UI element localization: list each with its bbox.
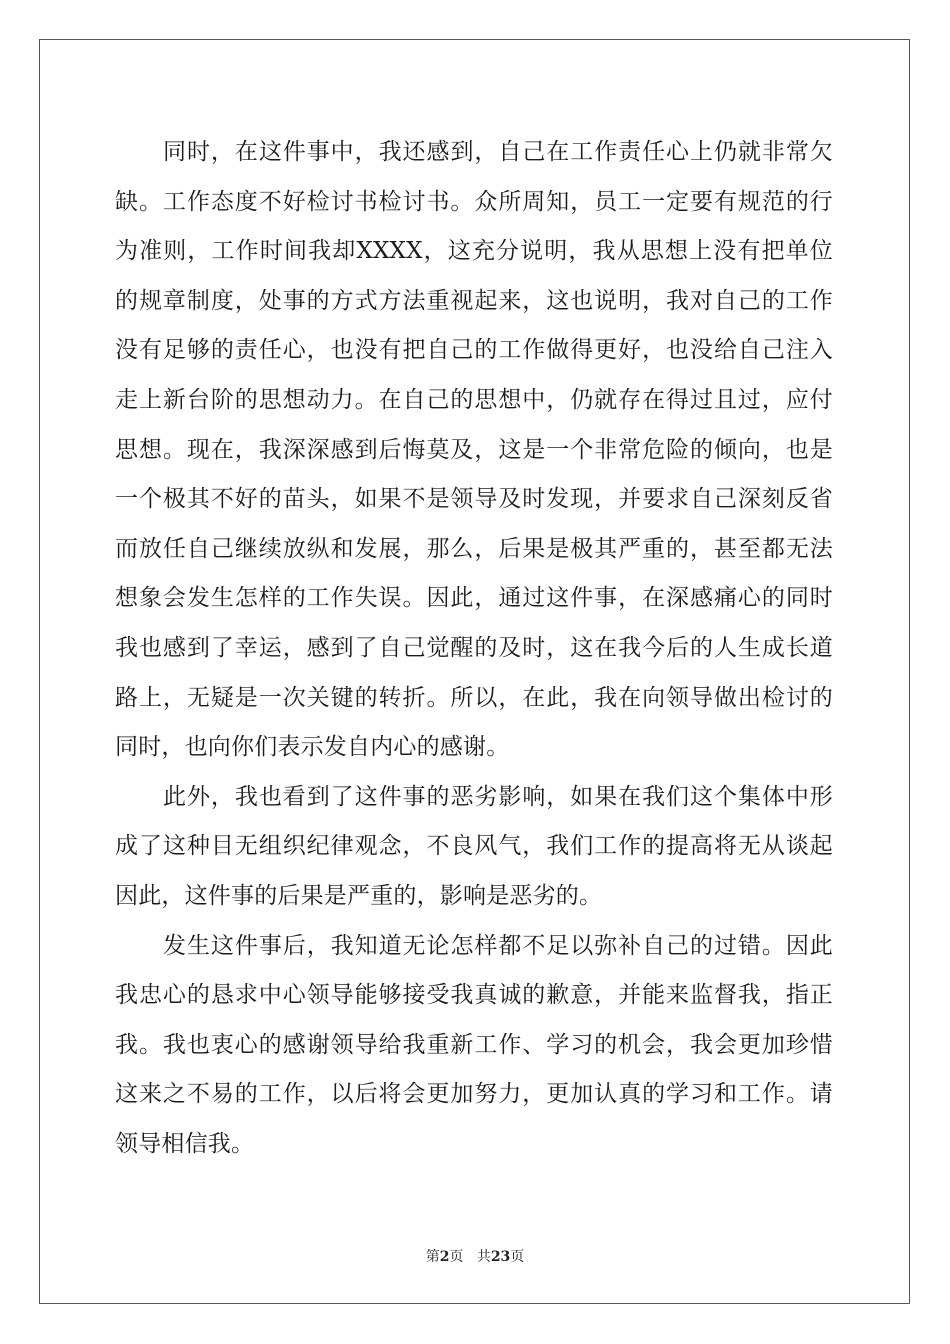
text-line: 缺。工作态度不好检讨书检讨书。众所周知，员工一定要有规范的行 [115,188,833,215]
total-pages: 23 [490,1249,511,1265]
total-prefix: 共 [476,1249,491,1265]
text-line: 想象会发生怎样的工作失误。因此，通过这件事，在深感痛心的同时 [115,585,833,612]
text-line: 而放任自己继续放纵和发展，那么，后果是极其严重的，甚至都无法 [115,535,833,562]
text-line: 一个极其不好的苗头，如果不是领导及时发现，并要求自己深刻反省 [115,486,833,513]
page-suffix: 页 [449,1249,464,1265]
paragraph [115,128,833,773]
page-number: 2 [439,1249,450,1265]
text-line: 我忠心的恳求中心领导能够接受我真诚的歉意，并能来监督我，指正 [115,982,833,1009]
page-footer [0,1246,950,1266]
text-line: 此外，我也看到了这件事的恶劣影响，如果在我们这个集体中形 [163,783,833,810]
paragraph [115,922,833,1170]
text-line: 这来之不易的工作，以后将会更加努力，更加认真的学习和工作。请 [115,1081,833,1108]
text-line: 思想。现在，我深深感到后悔莫及，这是一个非常危险的倾向，也是 [115,436,833,463]
total-suffix: 页 [510,1249,525,1265]
text-line: 走上新台阶的思想动力。在自己的思想中，仍就存在得过且过，应付 [115,386,833,413]
page-prefix: 第 [425,1249,440,1265]
text-line: 领导相信我。 [115,1130,255,1157]
text-line: 同时，在这件事中，我还感到，自己在工作责任心上仍就非常欠 [163,139,833,165]
document-body [115,128,833,1169]
paragraph [115,773,833,922]
text-line: 我。我也衷心的感谢领导给我重新工作、学习的机会，我会更加珍惜 [115,1031,833,1058]
text-line: 成了这种目无组织纪律观念，不良风气，我们工作的提高将无从谈起 [115,833,833,860]
text-line: 没有足够的责任心，也没有把自己的工作做得更好，也没给自己注入 [115,337,833,364]
text-line: 同时，也向你们表示发自内心的感谢。 [115,734,510,761]
text-line: 为准则，工作时间我却XXXX，这充分说明，我从思想上没有把单位 [115,238,833,265]
text-line: 我也感到了幸运，感到了自己觉醒的及时，这在我今后的人生成长道 [115,634,833,661]
text-line: 的规章制度，处事的方式方法重视起来，这也说明，我对自己的工作 [115,287,833,314]
text-line: 发生这件事后，我知道无论怎样都不足以弥补自己的过错。因此 [163,932,833,959]
text-line: 路上，无疑是一次关键的转折。所以，在此，我在向领导做出检讨的 [115,684,833,711]
text-line: 因此，这件事的后果是严重的，影响是恶劣的。 [115,882,603,909]
